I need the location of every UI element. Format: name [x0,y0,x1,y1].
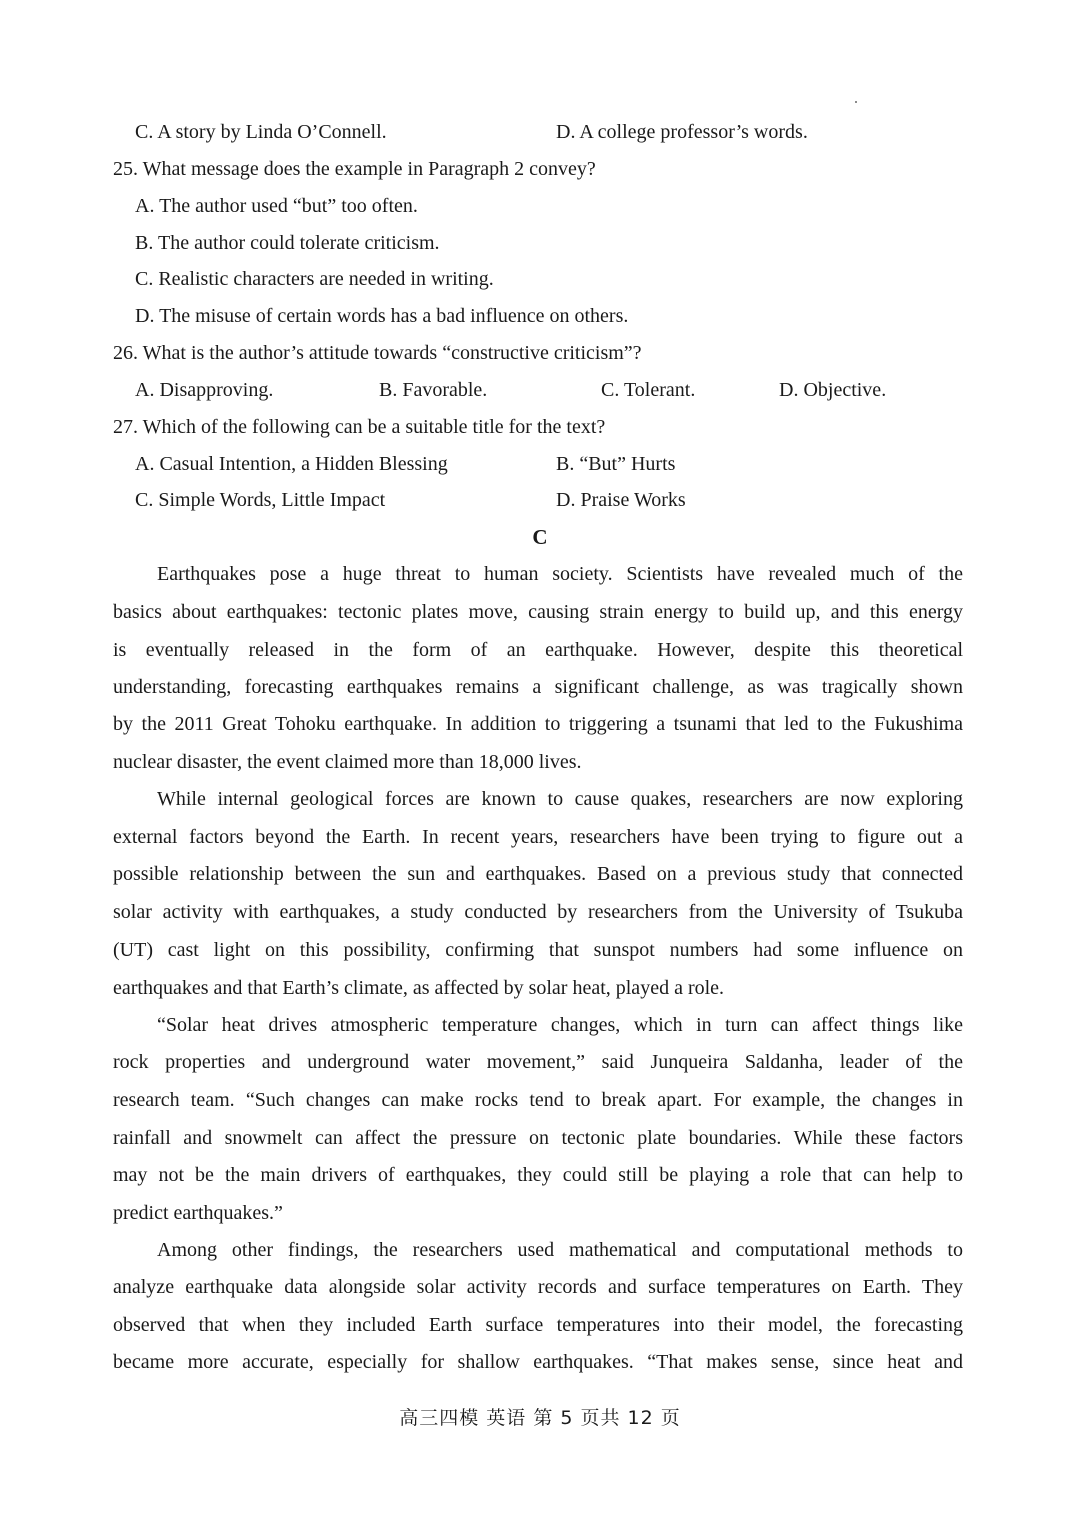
q24-option-c: C. A story by Linda O’Connell. [135,121,387,143]
q25-option-b: B. The author could tolerate criticism. [135,232,440,254]
paragraph-line: Among other findings, the researchers used mathematical and computational methods to [157,1239,963,1261]
q24-option-d: D. A college professor’s words. [556,121,808,143]
q27-option-b: B. “But” Hurts [556,453,676,475]
q25-option-c: C. Realistic characters are needed in writing. [135,268,494,290]
paragraph-line: “Solar heat drives atmospheric temperature changes, which in turn can affect things like [157,1014,963,1036]
paragraph-line: rock properties and underground water movement,” said Junqueira Saldanha, leader of the [113,1051,963,1073]
section-heading: C [532,525,548,549]
paragraph-line: (UT) cast light on this possibility, confirming that sunspot numbers had some influence on [113,939,963,961]
paragraph-line: rainfall and snowmelt can affect the pressure on tectonic plate boundaries. While these factors [113,1127,963,1149]
q26-option-d: D. Objective. [779,379,887,401]
paragraph-line: understanding, forecasting earthquakes remains a significant challenge, as was tragically shown [113,676,963,698]
page-footer: 高三四模 英语 第 5 页共 12 页 [399,1407,681,1429]
q25-option-a: A. The author used “but” too often. [135,195,418,217]
q27-option-d: D. Praise Works [556,489,686,511]
paragraph-line: research team. “Such changes can make rocks tend to break apart. For example, the changes in [113,1089,963,1111]
q27-stem: 27. Which of the following can be a suitable title for the text? [113,416,606,438]
paragraph-line: While internal geological forces are known to cause quakes, researchers are now exploring [157,788,963,810]
paragraph-line: analyze earthquake data alongside solar activity records and surface temperatures on Earth. They [113,1276,963,1298]
paragraph-line: basics about earthquakes: tectonic plates move, causing strain energy to build up, and this energy [113,601,963,623]
q26-option-c: C. Tolerant. [601,379,696,401]
q27-option-c: C. Simple Words, Little Impact [135,489,386,511]
paragraph-line: is eventually released in the form of an earthquake. However, despite this theoretical [113,639,963,661]
paragraph-line: possible relationship between the sun and earthquakes. Based on a previous study that connected [113,863,963,885]
paragraph-line: solar activity with earthquakes, a study conducted by researchers from the University of Tsukuba [113,901,963,923]
q25-option-d: D. The misuse of certain words has a bad influence on others. [135,305,629,327]
paragraph-line: observed that when they included Earth surface temperatures into their model, the forecasting [113,1314,963,1336]
q26-option-b: B. Favorable. [379,379,488,401]
paragraph-line: earthquakes and that Earth’s climate, as affected by solar heat, played a role. [113,977,725,999]
paragraph-line: predict earthquakes.” [113,1202,283,1224]
q25-stem: 25. What message does the example in Paragraph 2 convey? [113,158,596,180]
paragraph-line: may not be the main drivers of earthquakes, they could still be playing a role that can help to [113,1164,963,1186]
paragraph-line: became more accurate, especially for shallow earthquakes. “That makes sense, since heat and [113,1351,963,1373]
q27-option-a: A. Casual Intention, a Hidden Blessing [135,453,448,475]
paragraph-line: Earthquakes pose a huge threat to human society. Scientists have revealed much of the [157,563,963,585]
q26-option-a: A. Disapproving. [135,379,274,401]
paragraph-line: by the 2011 Great Tohoku earthquake. In addition to triggering a tsunami that led to the Fukushima [113,713,963,735]
scan-speck [855,101,857,103]
paragraph-line: nuclear disaster, the event claimed more than 18,000 lives. [113,751,582,773]
q26-stem: 26. What is the author’s attitude towards “constructive criticism”? [113,342,642,364]
paragraph-line: external factors beyond the Earth. In recent years, researchers have been trying to figure out a [113,826,963,848]
